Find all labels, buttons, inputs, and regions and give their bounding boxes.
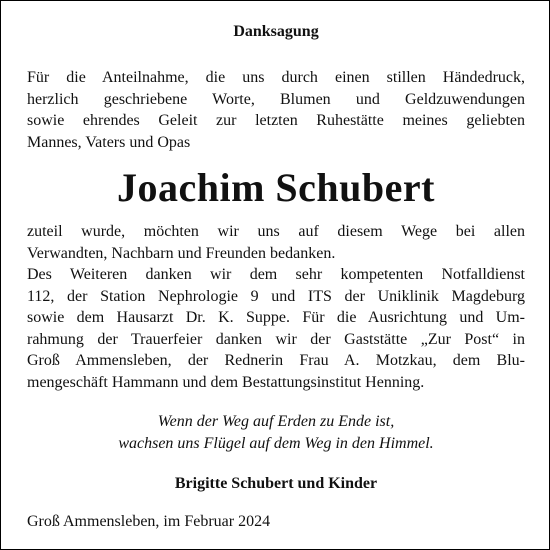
further-thanks-line: Des Weiteren danken wir dem sehr kompetenten Notfalldienst <box>27 266 525 283</box>
signature: Brigitte Schubert und Kinder <box>174 475 378 492</box>
quote-line: wachsen uns Flügel auf dem Weg in den Himmel. <box>118 435 434 452</box>
notice-heading: Danksagung <box>233 23 319 40</box>
further-thanks-paragraph <box>27 264 525 393</box>
intro-line: herzlich geschriebene Worte, Blumen und Geldzuwendungen <box>27 90 525 108</box>
further-thanks-line: 112, der Station Nephrologie 9 und ITS der Uniklinik Magdeburg <box>27 287 525 305</box>
memorial-quote <box>1 411 550 455</box>
further-thanks-line: sowie dem Hausarzt Dr. K. Suppe. Für die Ausrichtung und Um- <box>27 309 525 326</box>
further-thanks-line: rahmung der Trauerfeier danken wir der Gaststätte „Zur Post“ in <box>27 330 525 348</box>
intro-line: sowie ehrendes Geleit zur letzten Ruhestätte meines geliebten <box>27 112 525 129</box>
intro-line: Mannes, Vaters und Opas <box>27 133 191 151</box>
thanks-line: zuteil wurde, möchten wir uns auf diesem Wege bei allen <box>27 223 525 240</box>
further-thanks-line: Groß Ammensleben, der Rednerin Frau A. Motzkau, dem Blu- <box>27 352 525 369</box>
intro-line: Für die Anteilnahme, die uns durch einen stillen Händedruck, <box>27 69 525 86</box>
further-thanks-line: mengeschäft Hammann und dem Bestattungsinstitut Henning. <box>27 373 425 391</box>
place-date: Groß Ammensleben, im Februar 2024 <box>27 513 271 530</box>
thanks-line: Verwandten, Nachbarn und Freunden bedanken. <box>27 244 336 262</box>
quote-line: Wenn der Weg auf Erden zu Ende ist, <box>157 413 395 430</box>
intro-paragraph <box>27 67 525 153</box>
deceased-name: Joachim Schubert <box>117 165 435 210</box>
thanks-paragraph <box>27 221 525 264</box>
